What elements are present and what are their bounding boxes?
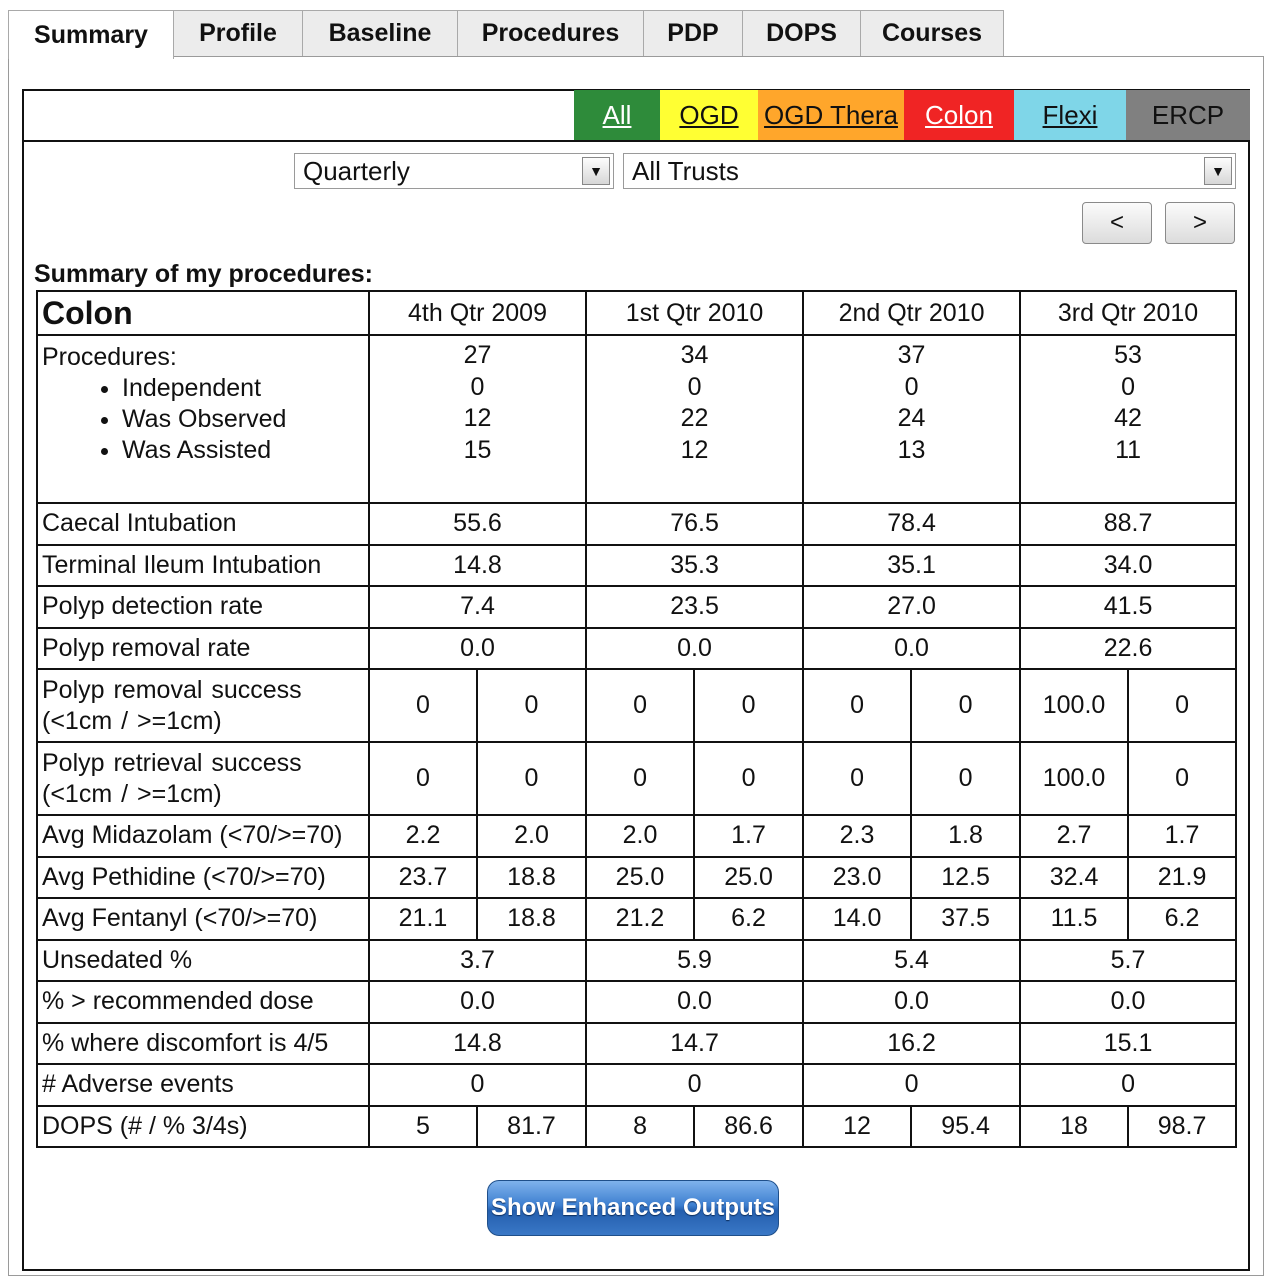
row-value: 0.0 bbox=[369, 981, 586, 1023]
row-value: 15.1 bbox=[1020, 1023, 1236, 1065]
procedures-value: 0 bbox=[904, 372, 919, 401]
procedure-type-title: Colon bbox=[42, 294, 133, 331]
row-value: 0 bbox=[477, 742, 586, 815]
quarter-header: 2nd Qtr 2010 bbox=[803, 291, 1020, 335]
row-value: 0 bbox=[803, 669, 911, 742]
filter-colon[interactable]: Colon bbox=[904, 90, 1014, 140]
row-value: 0.0 bbox=[586, 981, 803, 1023]
table-row bbox=[37, 669, 1236, 742]
procedures-breakdown-list bbox=[42, 373, 368, 466]
procedures-value: 22 bbox=[680, 404, 709, 432]
table-row bbox=[37, 898, 1236, 940]
row-label: Polyp detection rate bbox=[37, 586, 369, 628]
row-value: 14.8 bbox=[369, 545, 586, 587]
procedures-label-cell bbox=[37, 335, 369, 503]
row-value: 98.7 bbox=[1128, 1106, 1236, 1148]
row-value: 21.2 bbox=[586, 898, 694, 940]
row-value: 0 bbox=[477, 669, 586, 742]
procedures-value: 11 bbox=[1115, 435, 1142, 464]
tab-dops[interactable]: DOPS bbox=[742, 10, 861, 56]
table-row bbox=[37, 586, 1236, 628]
row-value: 0 bbox=[1020, 1064, 1236, 1106]
table-row bbox=[37, 545, 1236, 587]
table-row bbox=[37, 857, 1236, 899]
filter-ogd[interactable]: OGD bbox=[660, 90, 758, 140]
period-select[interactable] bbox=[294, 153, 614, 189]
row-value: 0 bbox=[803, 742, 911, 815]
show-enhanced-outputs-button[interactable]: Show Enhanced Outputs bbox=[487, 1180, 779, 1236]
procedures-values-cell bbox=[1020, 335, 1236, 503]
row-value: 0 bbox=[694, 669, 803, 742]
row-value: 1.7 bbox=[694, 815, 803, 857]
row-value: 2.2 bbox=[369, 815, 477, 857]
row-label: Polyp retrieval success (<1cm / >=1cm) bbox=[37, 742, 369, 815]
quarter-header: 3rd Qtr 2010 bbox=[1020, 291, 1236, 335]
row-label: Avg Midazolam (<70/>=70) bbox=[37, 815, 369, 857]
procedures-values-stack bbox=[1021, 340, 1235, 466]
procedures-value: 34 bbox=[680, 341, 709, 369]
row-value: 14.8 bbox=[369, 1023, 586, 1065]
procedures-breakdown-item: • Independent bbox=[122, 373, 368, 404]
table-row bbox=[37, 335, 1236, 503]
tab-pdp[interactable]: PDP bbox=[643, 10, 743, 56]
row-value: 37.5 bbox=[911, 898, 1020, 940]
row-value: 23.5 bbox=[586, 586, 803, 628]
row-value: 2.7 bbox=[1020, 815, 1128, 857]
row-value: 0 bbox=[586, 669, 694, 742]
procedures-breakdown-item: • Was Observed bbox=[122, 404, 368, 435]
row-value: 2.3 bbox=[803, 815, 911, 857]
procedures-values-stack bbox=[587, 340, 802, 466]
row-value: 18.8 bbox=[477, 898, 586, 940]
row-value: 35.1 bbox=[803, 545, 1020, 587]
tab-profile[interactable]: Profile bbox=[173, 10, 303, 56]
row-value: 16.2 bbox=[803, 1023, 1020, 1065]
row-label: Avg Fentanyl (<70/>=70) bbox=[37, 898, 369, 940]
chevron-down-icon[interactable]: ▼ bbox=[1204, 157, 1232, 185]
row-label: DOPS (# / % 3/4s) bbox=[37, 1106, 369, 1148]
procedures-value: 12 bbox=[463, 404, 492, 432]
row-value: 0 bbox=[911, 669, 1020, 742]
procedures-value: 12 bbox=[680, 435, 709, 464]
procedures-value: 42 bbox=[1114, 404, 1142, 432]
colon-summary-table bbox=[36, 290, 1237, 1148]
row-value: 0.0 bbox=[369, 628, 586, 670]
period-select-value: Quarterly bbox=[303, 155, 410, 186]
row-label: Polyp removal rate bbox=[37, 628, 369, 670]
table-row bbox=[37, 940, 1236, 982]
row-value: 6.2 bbox=[694, 898, 803, 940]
row-value: 8 bbox=[586, 1106, 694, 1148]
row-value: 100.0 bbox=[1020, 742, 1128, 815]
quarter-header: 4th Qtr 2009 bbox=[369, 291, 586, 335]
row-value: 76.5 bbox=[586, 503, 803, 545]
procedures-value: 37 bbox=[897, 341, 926, 369]
row-label: % where discomfort is 4/5 bbox=[37, 1023, 369, 1065]
procedure-filter-bar bbox=[574, 90, 1250, 140]
row-label: Unsedated % bbox=[37, 940, 369, 982]
procedures-value: 53 bbox=[1114, 341, 1142, 369]
row-value: 0.0 bbox=[803, 628, 1020, 670]
trust-select-value: All Trusts bbox=[632, 155, 739, 186]
filter-ogd-thera[interactable]: OGD Thera bbox=[758, 90, 904, 140]
row-value: 1.7 bbox=[1128, 815, 1236, 857]
row-label: Caecal Intubation bbox=[37, 503, 369, 545]
row-value: 5.9 bbox=[586, 940, 803, 982]
row-value: 32.4 bbox=[1020, 857, 1128, 899]
row-value: 88.7 bbox=[1020, 503, 1236, 545]
row-value: 12 bbox=[803, 1106, 911, 1148]
row-value: 0.0 bbox=[803, 981, 1020, 1023]
table-row bbox=[37, 981, 1236, 1023]
procedures-values-cell bbox=[586, 335, 803, 503]
row-value: 7.4 bbox=[369, 586, 586, 628]
row-label: Terminal Ileum Intubation bbox=[37, 545, 369, 587]
row-value: 14.7 bbox=[586, 1023, 803, 1065]
row-value: 55.6 bbox=[369, 503, 586, 545]
procedures-values-stack bbox=[370, 340, 585, 466]
table-row bbox=[37, 1023, 1236, 1065]
row-value: 23.7 bbox=[369, 857, 477, 899]
row-value: 18 bbox=[1020, 1106, 1128, 1148]
row-value: 0 bbox=[694, 742, 803, 815]
row-value: 5.4 bbox=[803, 940, 1020, 982]
row-label: Polyp removal success (<1cm / >=1cm) bbox=[37, 669, 369, 742]
row-value: 100.0 bbox=[1020, 669, 1128, 742]
row-value: 2.0 bbox=[586, 815, 694, 857]
table-row bbox=[37, 291, 1236, 335]
procedures-value: 27 bbox=[463, 341, 492, 369]
table-row bbox=[37, 503, 1236, 545]
row-value: 5 bbox=[369, 1106, 477, 1148]
tab-summary[interactable]: Summary bbox=[8, 10, 174, 59]
row-value: 21.9 bbox=[1128, 857, 1236, 899]
row-value: 22.6 bbox=[1020, 628, 1236, 670]
table-row bbox=[37, 815, 1236, 857]
chevron-down-icon[interactable]: ▼ bbox=[582, 157, 610, 185]
row-value: 34.0 bbox=[1020, 545, 1236, 587]
procedures-value: 24 bbox=[897, 404, 926, 432]
row-value: 18.8 bbox=[477, 857, 586, 899]
row-value: 14.0 bbox=[803, 898, 911, 940]
row-value: 12.5 bbox=[911, 857, 1020, 899]
tab-courses[interactable]: Courses bbox=[860, 10, 1004, 56]
tab-baseline[interactable]: Baseline bbox=[302, 10, 458, 56]
next-period-button[interactable]: > bbox=[1165, 202, 1235, 244]
summary-heading: Summary of my procedures: bbox=[34, 260, 373, 288]
row-value: 25.0 bbox=[694, 857, 803, 899]
row-value: 0.0 bbox=[1020, 981, 1236, 1023]
table-corner-title bbox=[37, 291, 369, 335]
row-value: 95.4 bbox=[911, 1106, 1020, 1148]
table-row bbox=[37, 742, 1236, 815]
filter-flexi[interactable]: Flexi bbox=[1014, 90, 1126, 140]
row-value: 0 bbox=[1128, 742, 1236, 815]
table-row bbox=[37, 628, 1236, 670]
row-value: 86.6 bbox=[694, 1106, 803, 1148]
previous-period-button[interactable]: < bbox=[1082, 202, 1152, 244]
row-value: 25.0 bbox=[586, 857, 694, 899]
row-value: 2.0 bbox=[477, 815, 586, 857]
row-label: Avg Pethidine (<70/>=70) bbox=[37, 857, 369, 899]
row-value: 78.4 bbox=[803, 503, 1020, 545]
procedures-label: Procedures: bbox=[42, 343, 177, 371]
filter-ercp[interactable]: ERCP bbox=[1126, 90, 1250, 140]
row-value: 0 bbox=[586, 742, 694, 815]
filter-divider bbox=[22, 140, 1250, 142]
row-value: 3.7 bbox=[369, 940, 586, 982]
procedures-value: 0 bbox=[1121, 372, 1135, 401]
row-value: 81.7 bbox=[477, 1106, 586, 1148]
row-value: 11.5 bbox=[1020, 898, 1128, 940]
procedures-value: 13 bbox=[897, 435, 926, 464]
procedures-values-cell bbox=[803, 335, 1020, 503]
row-value: 0 bbox=[911, 742, 1020, 815]
procedures-breakdown-item: • Was Assisted bbox=[122, 435, 368, 466]
row-value: 6.2 bbox=[1128, 898, 1236, 940]
main-tabs bbox=[8, 10, 1003, 58]
procedures-value: 0 bbox=[687, 372, 702, 401]
row-value: 0 bbox=[1128, 669, 1236, 742]
row-value: 23.0 bbox=[803, 857, 911, 899]
procedures-values-cell bbox=[369, 335, 586, 503]
row-value: 27.0 bbox=[803, 586, 1020, 628]
procedures-values-stack bbox=[804, 340, 1019, 466]
row-value: 0 bbox=[586, 1064, 803, 1106]
row-value: 0 bbox=[369, 742, 477, 815]
row-value: 0 bbox=[369, 669, 477, 742]
row-value: 21.1 bbox=[369, 898, 477, 940]
row-value: 0.0 bbox=[586, 628, 803, 670]
table-row bbox=[37, 1064, 1236, 1106]
trust-select[interactable] bbox=[623, 153, 1236, 189]
row-value: 0 bbox=[369, 1064, 586, 1106]
row-value: 35.3 bbox=[586, 545, 803, 587]
row-value: 41.5 bbox=[1020, 586, 1236, 628]
row-value: 5.7 bbox=[1020, 940, 1236, 982]
row-value: 1.8 bbox=[911, 815, 1020, 857]
row-label: # Adverse events bbox=[37, 1064, 369, 1106]
tab-procedures[interactable]: Procedures bbox=[457, 10, 644, 56]
quarter-header: 1st Qtr 2010 bbox=[586, 291, 803, 335]
row-value: 0 bbox=[803, 1064, 1020, 1106]
procedures-value: 15 bbox=[463, 435, 492, 464]
procedures-value: 0 bbox=[470, 372, 485, 401]
row-label: % > recommended dose bbox=[37, 981, 369, 1023]
table-row bbox=[37, 1106, 1236, 1148]
filter-all[interactable]: All bbox=[574, 90, 660, 140]
